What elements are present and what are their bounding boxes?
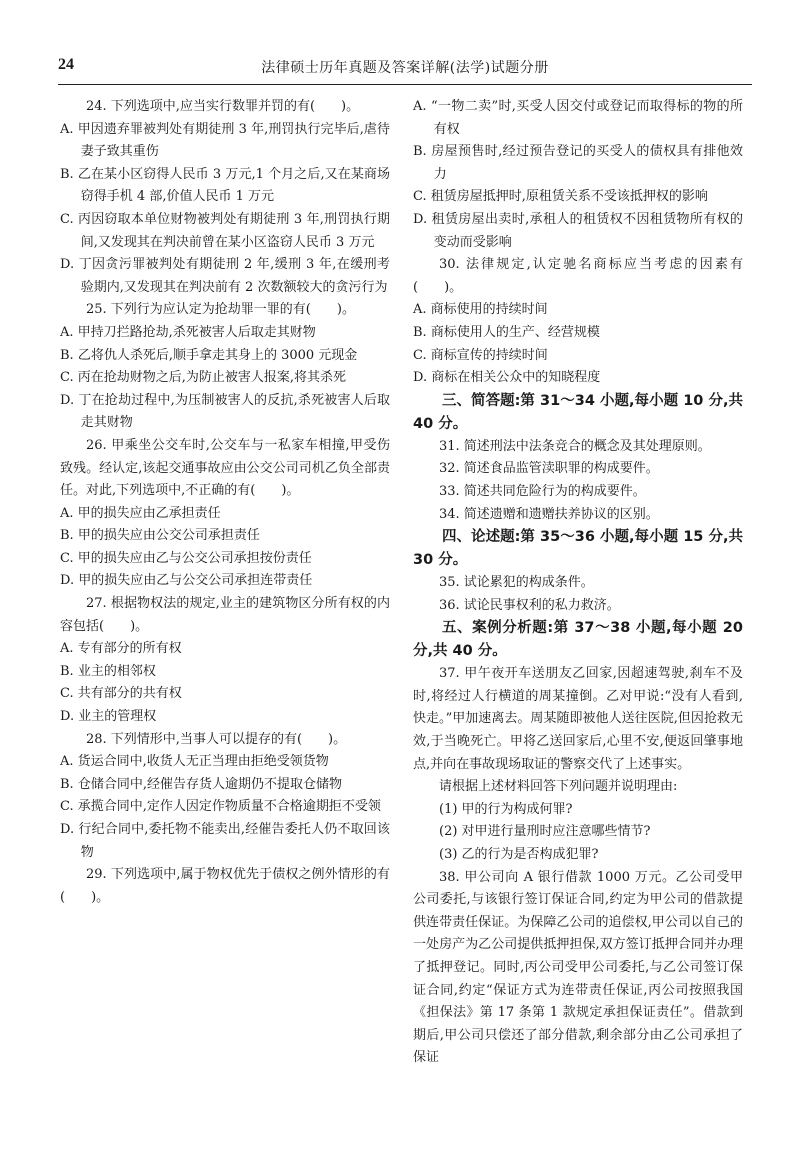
question-text: 36. 试论民事权利的私力救济。: [439, 597, 620, 613]
answer-option: C. 甲的损失应由乙与公交公司承担按份责任: [60, 550, 312, 566]
answer-option: D. 行纪合同中,委托物不能卖出,经催告委托人仍不取回该物: [60, 822, 390, 860]
answer-option: D. 丁在抢劫过程中,为压制被害人的反抗,杀死被害人后取走其财物: [60, 392, 390, 431]
running-title: 法律硕士历年真题及答案详解(法学)试题分册: [261, 60, 549, 76]
answer-option: B. 乙在某小区窃得人民币 3 万元,1 个月之后,又在某商场窃得手机 4 部,价值人民币 1 万元: [60, 166, 390, 205]
question-text: (3) 乙的行为是否构成犯罪?: [439, 847, 599, 863]
section-heading: 五、案例分析题:第 37～38 小题,每小题 20 分,共 40 分。: [413, 620, 743, 660]
question-text: 33. 简述共同危险行为的构成要件。: [439, 483, 646, 499]
section-heading: 三、简答题:第 31～34 小题,每小题 10 分,共 40 分。: [413, 392, 743, 432]
answer-option: D. 商标在相关公众中的知晓程度: [413, 370, 601, 386]
answer-option: A. 货运合同中,收货人无正当理由拒绝受领货物: [60, 754, 329, 770]
answer-option: C. 丙在抢劫财物之后,为防止被害人报案,将其杀死: [60, 370, 347, 386]
answer-option: D. 甲的损失应由乙与公交公司承担连带责任: [60, 573, 313, 589]
answer-option: A. 甲的损失应由乙承担责任: [60, 505, 221, 521]
question-text: 37. 甲午夜开车送朋友乙回家,因超速驾驶,刹车不及时,将经过人行横道的周某撞倒。乙对甲说:“没有人看到,快走。”甲加速离去。周某随即被他人送往医院,但因抢救无效,于当晚死亡。甲将乙送回家后,心里不安,便返回肇事地点,并向在事故现场取证的警察交代了上述事实。: [413, 666, 743, 772]
question-text: (2) 对甲进行量刑时应注意哪些情节?: [439, 824, 651, 840]
question-text: 31. 简述刑法中法条竞合的概念及其处理原则。: [439, 438, 711, 454]
question-text: 27. 根据物权法的规定,业主的建筑物区分所有权的内容包括( )。: [60, 596, 390, 634]
right-column: [413, 96, 743, 1070]
page-header: [58, 54, 752, 85]
answer-option: B. 乙将仇人杀死后,顺手拿走其身上的 3000 元现金: [60, 347, 358, 363]
answer-option: D. 丁因贪污罪被判处有期徒刑 2 年,缓刑 3 年,在缓刑考验期内,又发现其在判决前有 2 次数额较大的贪污行为: [60, 257, 390, 295]
page-number: 24: [58, 56, 74, 73]
answer-option: A. “一物二卖”时,买受人因交付或登记而取得标的物的所有权: [413, 99, 743, 137]
question-text: 29. 下列选项中,属于物权优先于债权之例外情形的有( )。: [60, 867, 390, 905]
question-text: 24. 下列选项中,应当实行数罪并罚的有( )。: [86, 99, 360, 114]
answer-option: A. 专有部分的所有权: [60, 641, 182, 657]
question-text: 25. 下列行为应认定为抢劫罪一罪的有( )。: [86, 302, 355, 318]
question-text: 35. 试论累犯的构成条件。: [439, 575, 594, 591]
question-text: 32. 简述食品监管渎职罪的构成要件。: [439, 461, 659, 477]
answer-option: C. 承揽合同中,定作人因定作物质量不合格逾期拒不受领: [60, 799, 381, 815]
answer-option: C. 共有部分的共有权: [60, 686, 182, 702]
section-heading: 四、论述题:第 35～36 小题,每小题 15 分,共 30 分。: [413, 529, 743, 569]
answer-option: C. 租赁房屋抵押时,原租赁关系不受该抵押权的影响: [413, 189, 708, 205]
answer-option: B. 业主的相邻权: [60, 663, 156, 679]
question-text: 34. 简述遗赠和遗赠扶养协议的区别。: [439, 506, 659, 522]
answer-option: D. 租赁房屋出卖时,承租人的租赁权不因租赁物所有权的变动而受影响: [413, 211, 743, 250]
question-text: 请根据上述材料回答下列问题并说明理由:: [439, 779, 678, 795]
answer-option: B. 商标使用人的生产、经营规模: [413, 324, 600, 340]
question-text: 30. 法律规定,认定驰名商标应当考虑的因素有( )。: [413, 257, 743, 295]
answer-option: A. 商标使用的持续时间: [413, 302, 548, 318]
question-text: 28. 下列情形中,当事人可以提存的有( )。: [86, 731, 347, 747]
answer-option: A. 甲因遗弃罪被判处有期徒刑 3 年,刑罚执行完毕后,虐待妻子致其重伤: [60, 121, 390, 160]
question-text: (1) 甲的行为构成何罪?: [439, 801, 573, 817]
question-text: 26. 甲乘坐公交车时,公交车与一私家车相撞,甲受伤致残。经认定,该起交通事故应由公交公司司机乙负全部责任。对此,下列选项中,不正确的有( )。: [60, 437, 390, 499]
left-column: [60, 96, 390, 909]
answer-option: B. 房屋预售时,经过预告登记的买受人的债权具有排他效力: [413, 144, 743, 182]
answer-option: A. 甲持刀拦路抢劫,杀死被害人后取走其财物: [60, 324, 316, 340]
answer-option: C. 丙因窃取本单位财物被判处有期徒刑 3 年,刑罚执行期间,又发现其在判决前曾在某小区盗窃人民币 3 万元: [60, 211, 390, 250]
answer-option: D. 业主的管理权: [60, 709, 157, 725]
answer-option: C. 商标宣传的持续时间: [413, 347, 548, 363]
answer-option: B. 仓储合同中,经催告存货人逾期仍不提取仓储物: [60, 776, 342, 792]
question-text: 38. 甲公司向 A 银行借款 1000 万元。乙公司受甲公司委托,与该银行签订保证合同,约定为甲公司的借款提供连带责任保证。为保障乙公司的追偿权,甲公司以自己的一处房产为乙公司提供抵押担保,双方签订抵押合同并办理了抵押登记。同时,丙公司受甲公司委托,与乙公司签订保证合同,约定“保证方式为连带责任保证,丙公司按照我国《担保法》第 17 条第 1 款规定承担保证责任”。借款到期后,甲公司只偿还了部分借款,剩余部分由乙公司承担了保证: [413, 869, 743, 1066]
answer-option: B. 甲的损失应由公交公司承担责任: [60, 528, 260, 544]
